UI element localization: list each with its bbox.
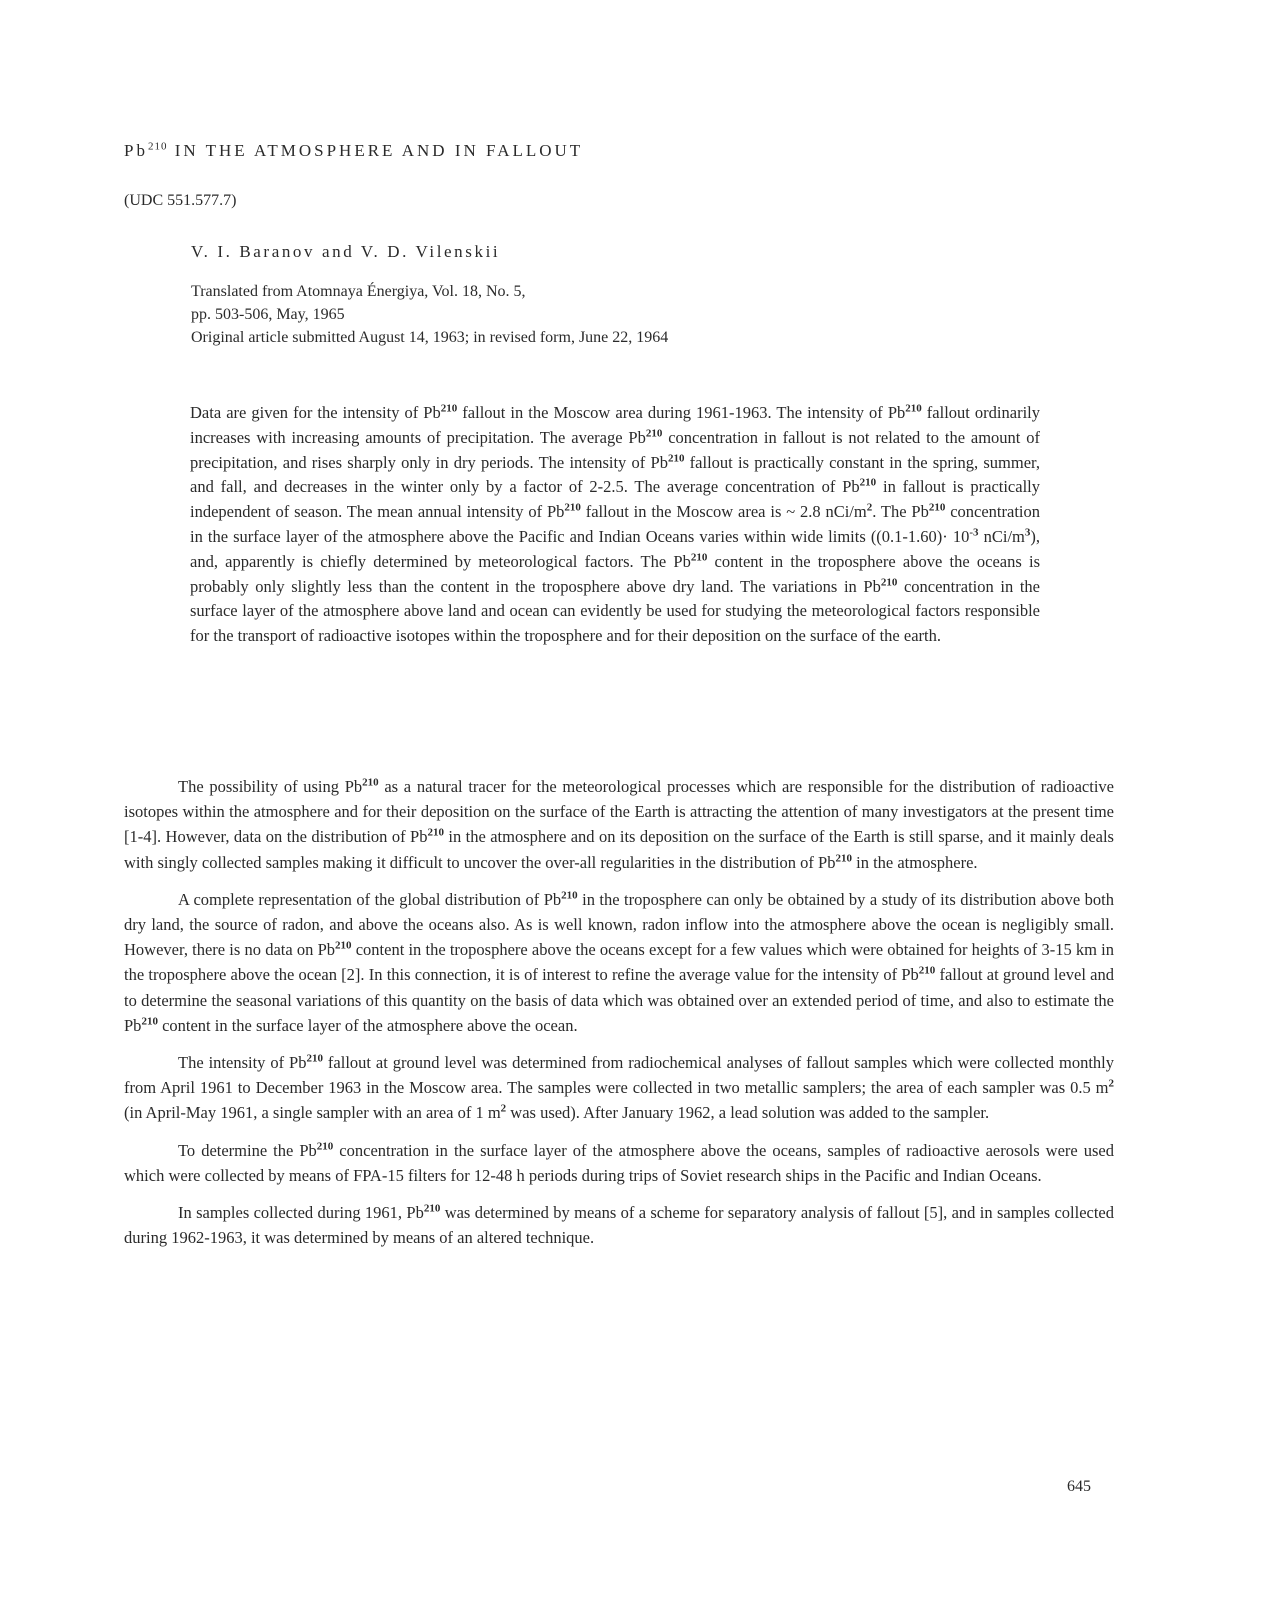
superscript: 210 xyxy=(564,501,581,514)
superscript: 210 xyxy=(316,1140,334,1153)
superscript: 2 xyxy=(866,501,873,514)
superscript: 210 xyxy=(362,776,379,789)
superscript: 2 xyxy=(1108,1077,1114,1090)
title-isotope: 210 xyxy=(147,140,168,153)
superscript: 210 xyxy=(905,402,922,415)
superscript: 210 xyxy=(835,852,852,865)
body-paragraph: The possibility of using Pb$^{210}$ as a natural tracer for the meteorological processes which are responsible for the distribution of radioactive isotopes within the atmosphere and for their deposition on the surface of the Earth is attracting the attention of many investigators at the present time [1-4]. However, data on the distribution of Pb$^{210}$ in the atmosphere and on its deposition on the surface of the Earth is still sparse, and it mainly deals with singly collected samples making it difficult to uncover the over-all regularities in the distribution of Pb$^{210}$ in the atmosphere. xyxy=(124,776,1114,872)
authors: V. I. Baranov and V. D. Vilenskii xyxy=(191,242,501,261)
superscript: 210 xyxy=(561,889,578,902)
page-number: 645 xyxy=(1067,1478,1091,1495)
translation-info xyxy=(191,280,668,349)
superscript: 210 xyxy=(928,501,946,514)
superscript: 3 xyxy=(1024,526,1031,539)
superscript: 2 xyxy=(500,1102,507,1115)
submission-dates: Original article submitted August 14, 1963; in revised form, June 22, 1964 xyxy=(191,329,669,346)
translation-pages: pp. 503-506, May, 1965 xyxy=(191,306,345,323)
title-text: IN THE ATMOSPHERE AND IN FALLOUT xyxy=(174,141,584,160)
superscript: 210 xyxy=(335,939,352,952)
superscript: 210 xyxy=(645,427,663,440)
superscript: 210 xyxy=(427,826,444,839)
superscript: 210 xyxy=(440,402,458,415)
article-body xyxy=(124,774,1114,1262)
superscript: 210 xyxy=(690,551,708,564)
udc-code: (UDC 551.577.7) xyxy=(124,192,237,209)
article-title xyxy=(124,141,583,161)
superscript: 210 xyxy=(423,1202,441,1215)
superscript: 210 xyxy=(859,476,877,489)
superscript: 210 xyxy=(880,576,898,589)
superscript: 210 xyxy=(918,964,936,977)
body-paragraph: In samples collected during 1961, Pb$^{210}$ was determined by means of a scheme for separatory analysis of fallout [5], and in samples collected during 1962-1963, it was determined by means of an altered technique. xyxy=(124,1202,1115,1248)
superscript: 210 xyxy=(306,1052,323,1065)
title-element: Pb xyxy=(124,141,148,160)
translation-source: Translated from Atomnaya Énergiya, Vol. 18, No. 5, xyxy=(191,283,526,300)
abstract: Data are given for the intensity of Pb$^{210}$ fallout in the Moscow area during 1961-1963. The intensity of Pb$^{210}$ fallout ordinarily increases with increasing amounts of precipitation. The average Pb$^{210}$ concentration in fallout is not related to the amount of precipitation, and rises sharply only in dry periods. The intensity of Pb$^{210}$ fallout is practically constant in the spring, summer, and fall, and decreases in the winter only by a factor of 2-2.5. The average concentration of Pb$^{210}$ in fallout is practically independent of season. The mean annual intensity of Pb$^{210}$ fallout in the Moscow area is ~ 2.8 nCi/$m^2$. The Pb$^{210}$ concentration in the surface layer of the atmosphere above the Pacific and Indian Oceans varies within wide limits ($(0.1-1.60)\cdot 10^{-3}$ nCi/$m^3$), and, apparently is chiefly determined by meteorological factors. The Pb$^{210}$ content in the troposphere above the oceans is probably only slightly less than the content in the troposphere above dry land. The variations in Pb$^{210}$ concentration in the surface layer of the atmosphere above land and ocean can evidently be used for studying the meteorological factors responsible for the transport of radioactive isotopes within the troposphere and for their deposition on the surface of the earth. xyxy=(190,402,1041,646)
body-paragraph: A complete representation of the global distribution of Pb$^{210}$ in the troposphere can only be obtained by a study of its distribution above both dry land, the source of radon, and above the oceans also. As is well known, radon inflow into the atmosphere above the ocean is negligibly small. However, there is no data on Pb$^{210}$ content in the troposphere above the oceans except for a few values which were obtained for heights of 3-15 km in the troposphere above the ocean [2]. In this connection, it is of interest to refine the average value for the intensity of Pb$^{210}$ fallout at ground level and to determine the seasonal variations of this quantity on the basis of data which was obtained over an extended period of time, and also to estimate the Pb$^{210}$ content in the surface layer of the atmosphere above the ocean. xyxy=(124,889,1115,1035)
body-paragraph: The intensity of Pb$^{210}$ fallout at ground level was determined from radiochemical analyses of fallout samples which were collected monthly from April 1961 to December 1963 in the Moscow area. The samples were collected in two metallic samplers; the area of each sampler was 0.5 $m^2$ (in April-May 1961, a single sampler with an area of 1 $m^2$ was used). After January 1962, a lead solution was added to the sampler. xyxy=(124,1052,1114,1123)
superscript: 210 xyxy=(141,1015,158,1028)
body-paragraph: To determine the Pb$^{210}$ concentration in the surface layer of the atmosphere above the oceans, samples of radioactive aerosols were used which were collected by means of FPA-15 filters for 12-48 h periods during trips of Soviet research ships in the Pacific and Indian Oceans. xyxy=(124,1140,1114,1185)
superscript: -3 xyxy=(969,526,979,539)
superscript: 210 xyxy=(667,452,685,465)
